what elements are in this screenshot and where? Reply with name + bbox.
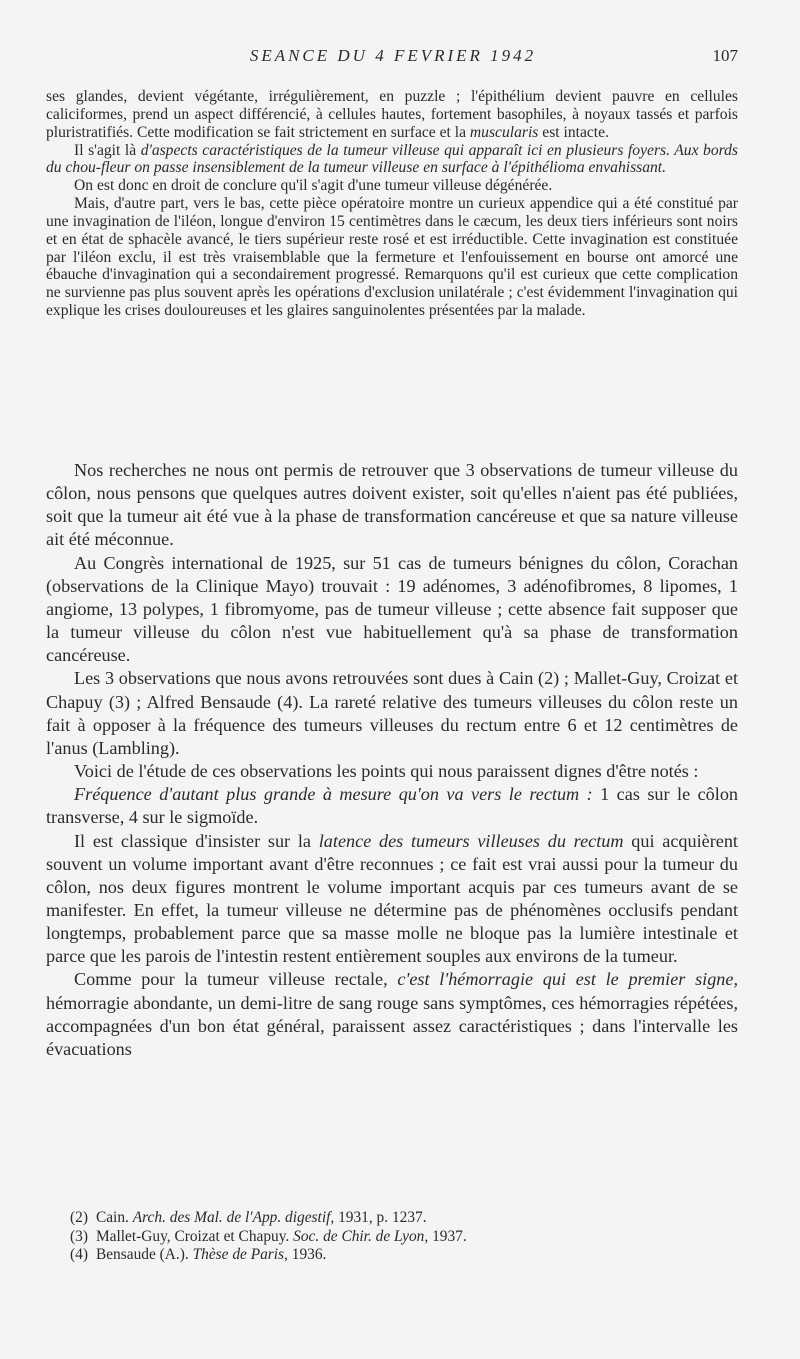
paragraph: Les 3 observations que nous avons retrouvées sont dues à Cain (2) ; Mallet-Guy, Croizat et Chapuy (3) ; Alfred Bensaude (4). La rareté relative des tumeurs villeuses du côlon reste un fait à opposer à la fréquence des tumeurs villeuses du rectum entre 6 et 12 centimètres de l'anus (Lambling). — [46, 668, 738, 758]
paragraph: Nos recherches ne nous ont permis de retrouver que 3 observations de tumeur villeuse du côlon, nous pensons que quelques autres doivent exister, soit qu'elles n'aient pas été publiées, soit que la tumeur ait été vue à la phase de transformation cancéreuse et que sa nature villeuse ait été méconnue. — [46, 460, 738, 550]
paragraph: Il s'agit là d'aspects caractéristiques de la tumeur villeuse qui apparaît ici en plusieurs foyers. Aux bords du chou-fleur on passe insensiblement de la tumeur villeuse en surface à l'épithélioma envahissant. — [46, 141, 738, 177]
running-title: SEANCE DU 4 FEVRIER 1942 — [249, 46, 537, 65]
case-report-text — [46, 88, 738, 320]
paragraph: ses glandes, devient végétante, irrégulièrement, en puzzle ; l'épithélium devient pauvre en cellules caliciformes, prend un aspect différencié, à cellules hautes, fortement basophiles, à noyaux tassés et parfois pluristratifiés. Cette modification se fait strictement en surface et la muscularis est intacte. — [46, 88, 738, 141]
paragraph: Fréquence d'autant plus grande à mesure qu'on va vers le rectum : 1 cas sur le côlon transverse, 4 sur le sigmoïde. — [46, 784, 739, 828]
paragraph: On est donc en droit de conclure qu'il s'agit d'une tumeur villeuse dégénérée. — [74, 177, 553, 195]
paragraph: Il est classique d'insister sur la latence des tumeurs villeuses du rectum qui acquièrent souvent un volume important avant d'être reconnues ; ce fait est vrai aussi pour la tumeur du côlon, nos deux figures montrent le volume important acquis par ces tumeurs avant de se manifester. En effet, la tumeur villeuse ne détermine pas de phénomènes occlusifs pendant longtemps, probablement parce que sa masse molle ne bloque pas la lumière intestinale et parce que les parois de l'intestin restent entièrement souples aux environs de la tumeur. — [46, 830, 738, 967]
footnote: (4) Bensaude (A.). Thèse de Paris, 1936. — [70, 1246, 327, 1263]
footnote: (3) Mallet-Guy, Croizat et Chapuy. Soc. de Chir. de Lyon, 1937. — [70, 1227, 467, 1245]
page-number: 107 — [712, 46, 738, 65]
paragraph: Mais, d'autre part, vers le bas, cette pièce opératoire montre un curieux appendice qui a été constitué par une invagination de l'iléon, longue d'environ 15 centimètres dans le cæcum, les deux tiers inférieurs sont noirs et en état de sphacèle avancé, le tiers supérieur reste rosé et est irréductible. Cette invagination est constituée par l'iléon exclu, il est très vraisemblable que la fermeture et l'enfouissement en bourse ont amorcé une ébauche d'invagination qui a secondairement progressé. Remarquons qu'il est curieux que cette complication ne survienne pas plus souvent après les opérations d'exclusion unilatérale ; c'est évidemment l'invagination qui explique les crises douloureuses et les glaires sanguinolentes présentées par la malade. — [46, 195, 738, 320]
paragraph: Au Congrès international de 1925, sur 51 cas de tumeurs bénignes du côlon, Corachan (observations de la Clinique Mayo) trouvait : 19 adénomes, 3 adénofibromes, 8 lipomes, 1 angiome, 13 polypes, 1 fibromyome, pas de tumeur villeuse ; cette absence fait supposer que la tumeur villeuse du côlon n'est vue habituellement qu'à sa phase de transformation cancéreuse. — [46, 552, 738, 666]
footnotes — [70, 1209, 720, 1265]
paragraph: Comme pour la tumeur villeuse rectale, c'est l'hémorragie qui est le premier signe, hémorragie abondante, un demi-litre de sang rouge sans symptômes, ces hémorragies répétées, accompagnées d'un bon état général, paraissent assez caractéristiques ; dans l'intervalle les évacuations — [46, 969, 739, 1059]
footnote: (2) Cain. Arch. des Mal. de l'App. digestif, 1931, p. 1237. — [70, 1209, 427, 1226]
page-header — [48, 46, 738, 70]
paragraph: Voici de l'étude de ces observations les points qui nous paraissent dignes d'être notés : — [74, 761, 699, 782]
discussion-text — [46, 459, 738, 1061]
